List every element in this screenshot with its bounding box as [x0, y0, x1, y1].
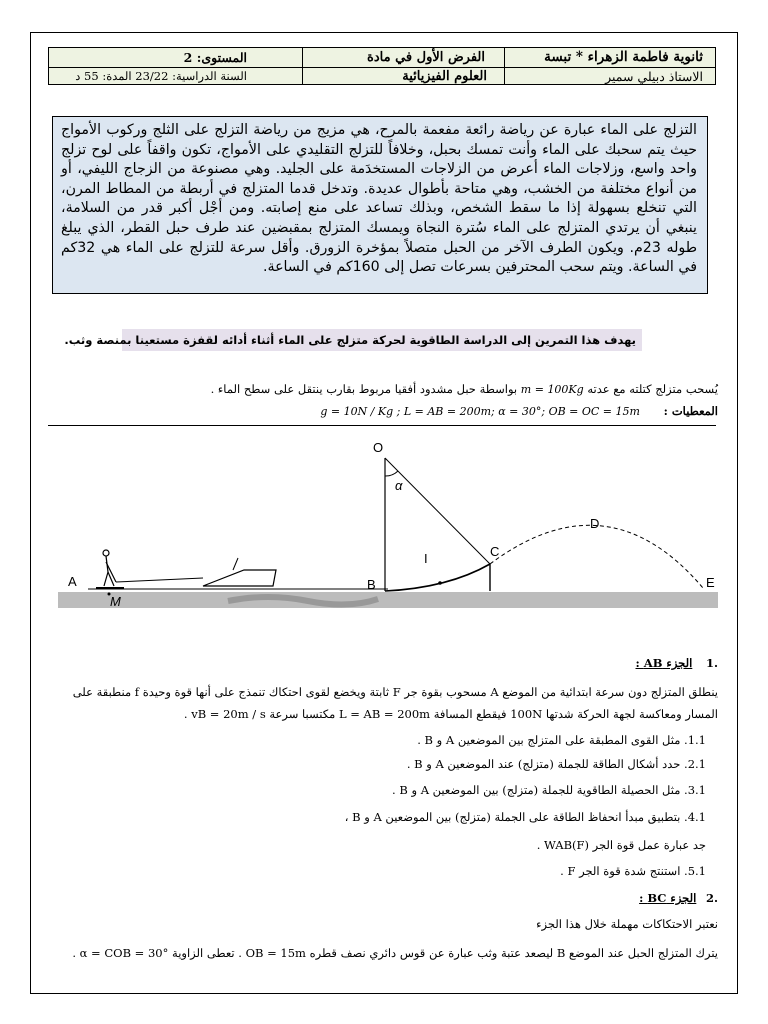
intro-paragraph: التزلج على الماء عبارة عن رياضة رائعة مفعمة بالمرح، هي مزيج من رياضة التزلج على الثلج وركوب الأمواج حيث يتم سحبك على الماء وأنت تمسك بحبل، وخلافاً للتزلج التقليدي على الأمواج، تكون واقفاً على لوح تزلج واحد واسع، وزلاجات الماء أعرض من الزلاجات المستخدَمة على الجليد. وهي مصنوعة من الزجاج الليفي، أو من أنواع مختلفة من الخشب، وهي متاحة بأطوال عديدة. وتدخل قدما المتزلج في أربطة من المطاط المرن، التي تنخلع بسهولة إذا ما سقط الشخص، وبذلك تساعد على منع إصابته. ومن أجْل أكبر قدر من السلامة، ينبغي أن يرتدي المتزلج على الماء سُترة النجاة ويمسك المتزلج بمقبضين عند طرف حبل القطر، الذي يبلغ طوله 23م. ويكون الطرف الآخر من الحبل متصلاً بمؤخرة الزورق. وأقل سرعة للتزلج على الماء هي 32كم في الساعة. ويتم سحب المحترفين بسرعات تصل إلى 160كم في الساعة.	[52, 116, 708, 294]
givens-label: المعطيات :	[663, 404, 718, 418]
part1-item-1: 1.1. مثل القوى المطبقة على المتزلج بين الموضعين A و B .	[417, 733, 706, 747]
part2-text-1: نعتبر الاحتكاكات مهملة خلال هذا الجزء	[536, 917, 718, 931]
part1-title: الجزء AB :	[635, 656, 693, 670]
jump-trajectory	[490, 525, 703, 588]
boat-driver	[233, 558, 238, 570]
label-B: B	[367, 577, 376, 592]
ramp-BC	[385, 564, 490, 591]
part1-item-3: 3.1. مثل الحصيلة الطاقوية للجملة (متزلج) بين الموضعين A و B .	[392, 783, 706, 797]
header-table	[48, 47, 716, 85]
part1-item-4b: جد عبارة عمل قوة الجر WAB(F) .	[536, 838, 706, 852]
alpha-arc	[385, 471, 398, 476]
year-duration: السنة الدراسية: 23/22 المدة: 55 د	[75, 69, 247, 83]
label-I: I	[424, 551, 428, 566]
part2-title: الجزء BC :	[639, 891, 697, 905]
teacher-name: الاستاذ دبيلي سمير	[605, 69, 703, 84]
givens-values: g = 10N / Kg ; L = AB = 200m; α = 30°; OB = OC = 15m	[320, 405, 640, 418]
part1-text-1: ينطلق المتزلج دون سرعة ابتدائية من الموضع A مسحوب بقوة جر F ثابتة ويخضع لقوى احتكاك تنمذج على أنها قوة وحيدة f منطبقة على	[72, 685, 718, 699]
label-A: A	[68, 574, 77, 589]
part1-number: .1	[705, 656, 718, 670]
statement-before: يُسحب متزلج كتلته مع عدته	[587, 382, 718, 396]
statement-after: بواسطة حبل مشدود أفقيا مربوط بقارب ينتقل على سطح الماء .	[210, 382, 518, 396]
part2-text-2: يترك المتزلج الحبل عند الموضع B ليصعد عتبة وثب عبارة عن قوس دائري نصف قطره OB = 15m . تعطى الزاوية α = COB = 30° .	[72, 946, 718, 960]
part2-number: .2	[705, 891, 718, 905]
part1-item-2: 2.1. حدد أشكال الطاقة للجملة (متزلج) عند الموضعين A و B .	[406, 757, 706, 771]
statement-line	[211, 382, 718, 396]
part1-text-2: المسار ومعاكسة لجهة الحركة شدتها 100N فيقطع المسافة L = AB = 200m مكتسبا سرعة vB = 20m / s .	[183, 707, 718, 721]
part1-item-4: 4.1. بتطبيق مبدأ انحفاظ الطاقة على الجملة (متزلج) بين الموضعين A و B ،	[344, 810, 706, 824]
label-D: D	[590, 516, 600, 531]
label-O: O	[373, 440, 384, 455]
exam-title: الفرض الأول في مادة	[367, 50, 485, 65]
label-M: M	[110, 594, 121, 609]
ski-jump-figure	[48, 436, 728, 616]
label-C: C	[490, 544, 500, 559]
part1-heading	[636, 656, 718, 670]
part2-heading	[639, 891, 718, 905]
water-surface	[58, 592, 718, 608]
point-I	[438, 581, 442, 585]
separator	[48, 425, 716, 426]
givens-line	[320, 404, 718, 418]
subject-name: العلوم الفيزيائية	[402, 69, 487, 84]
label-alpha: α	[395, 478, 403, 493]
mass-value: m = 100Kg	[520, 383, 584, 396]
boat	[203, 570, 276, 586]
part1-item-5: 5.1. استنتج شدة قوة الجر F .	[560, 864, 706, 878]
radius-OC	[385, 458, 490, 564]
label-E: E	[706, 575, 715, 590]
exercise-goal: يهدف هذا التمرين إلى الدراسة الطاقوية لحركة متزلج على الماء أثناء أدائه لقفزة مستعينا بمنصة وثب.	[122, 329, 642, 351]
tow-rope	[116, 578, 203, 582]
level: المستوى: 2	[183, 50, 247, 65]
school-name: ثانوية فاطمة الزهراء * تبسة	[544, 49, 703, 65]
